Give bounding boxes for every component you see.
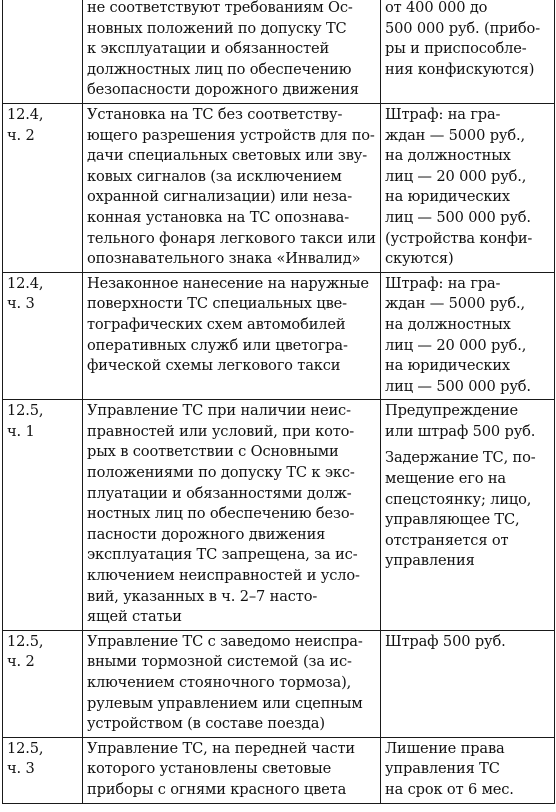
description-line: рулевым управлением или сцепным <box>87 694 363 712</box>
offense-description-cell <box>83 737 381 803</box>
description-line: ключением неисправностей и усло- <box>87 567 360 585</box>
article-line: 12.4, <box>7 274 44 292</box>
description-line: приборы с огнями красного цвета <box>87 780 347 798</box>
description-line: не соответствуют требованиям Ос- <box>87 0 353 16</box>
penalty-cell <box>381 737 555 803</box>
penalty-line: мещение его на <box>385 470 506 488</box>
penalty-line: ры и приспособле- <box>385 40 527 58</box>
penalty-line: на юридических <box>385 357 510 375</box>
penalty-line: управления <box>385 552 475 570</box>
penalty-line: скуются) <box>385 250 454 268</box>
article-cell <box>3 103 83 272</box>
penalty-line: лиц — 500 000 руб. <box>385 208 531 226</box>
penalty-paragraph <box>385 401 551 442</box>
description-line: поверхности ТС специальных цве- <box>87 295 347 313</box>
fines-table <box>2 0 555 804</box>
penalty-line: Штраф: на гра- <box>385 274 501 292</box>
table-row <box>3 737 555 803</box>
description-line: должностных лиц по обеспечению <box>87 60 352 78</box>
offense-description-cell <box>83 400 381 631</box>
penalty-line: Штраф: на гра- <box>385 105 501 123</box>
description-line: положениями по допуску ТС к экс- <box>87 464 355 482</box>
description-line: оперативных служб или цветогра- <box>87 336 348 354</box>
penalty-line: на должностных <box>385 315 511 333</box>
article-line: ч. 1 <box>7 422 35 440</box>
penalty-line: управления ТС <box>385 760 500 778</box>
penalty-paragraph <box>385 0 551 80</box>
penalty-line: на юридических <box>385 188 510 206</box>
article-cell <box>3 630 83 737</box>
description-line: Управление ТС при наличии неис- <box>87 402 351 420</box>
description-line: Установка на ТС без соответству- <box>87 105 343 123</box>
table-row <box>3 400 555 631</box>
description-line: Управление ТС, на передней части <box>87 739 355 757</box>
table-row <box>3 272 555 400</box>
description-line: тельного фонаря легкового такси или <box>87 229 376 247</box>
penalty-line: Предупреждение <box>385 402 519 420</box>
offense-description-cell <box>83 103 381 272</box>
penalty-line: Лишение права <box>385 739 505 757</box>
penalty-line: управляющее ТС, <box>385 511 520 529</box>
table-row <box>3 630 555 737</box>
article-cell <box>3 400 83 631</box>
description-line: ковых сигналов (за исключением <box>87 167 342 185</box>
table-row <box>3 103 555 272</box>
description-line: конная установка на ТС опознава- <box>87 208 349 226</box>
penalty-line: или штраф 500 руб. <box>385 422 536 440</box>
description-line: вий, указанных в ч. 2–7 насто- <box>87 587 318 605</box>
article-cell <box>3 272 83 400</box>
penalty-line: ждан — 5000 руб., <box>385 295 525 313</box>
penalty-line: Задержание ТС, по- <box>385 449 536 467</box>
description-line: фической схемы легкового такси <box>87 357 341 375</box>
description-line: Управление ТС с заведомо неиспра- <box>87 632 363 650</box>
description-line: тографических схем автомобилей <box>87 315 346 333</box>
penalty-line: на должностных <box>385 147 511 165</box>
description-line: ностных лиц по обеспечению безо- <box>87 505 355 523</box>
description-line: ющего разрешения устройств для по- <box>87 126 375 144</box>
penalty-paragraph <box>385 632 551 653</box>
description-line: правностей или условий, при кото- <box>87 422 355 440</box>
offense-description-cell <box>83 272 381 400</box>
description-line: ящей статьи <box>87 608 182 626</box>
article-cell <box>3 0 83 103</box>
penalty-cell <box>381 630 555 737</box>
penalty-cell <box>381 272 555 400</box>
penalty-cell <box>381 400 555 631</box>
article-line: 12.5, <box>7 402 44 420</box>
fines-table-body <box>3 0 555 803</box>
penalty-line: от 400 000 до <box>385 0 488 16</box>
article-cell <box>3 737 83 803</box>
offense-description-cell <box>83 630 381 737</box>
offense-description-cell <box>83 0 381 103</box>
description-line: эксплуатация ТС запрещена, за ис- <box>87 546 358 564</box>
description-line: ключением стояночного тормоза), <box>87 674 352 691</box>
penalty-line: на срок от 6 мес. <box>385 780 514 798</box>
description-line: опознавательного знака «Инвалид» <box>87 250 361 268</box>
penalty-cell <box>381 103 555 272</box>
description-line: безопасности дорожного движения <box>87 81 359 99</box>
penalty-line: лиц — 20 000 руб., <box>385 167 527 185</box>
penalty-paragraph <box>385 274 551 398</box>
description-line: Незаконное нанесение на наружные <box>87 274 369 292</box>
penalty-line: Штраф 500 руб. <box>385 632 506 650</box>
penalty-cell <box>381 0 555 103</box>
description-line: устройством (в составе поезда) <box>87 715 325 733</box>
penalty-line: ния конфискуются) <box>385 60 535 78</box>
description-line: охранной сигнализации) или неза- <box>87 188 352 206</box>
description-line: новных положений по допуску ТС <box>87 19 347 37</box>
article-line: 12.5, <box>7 739 44 757</box>
description-line: к эксплуатации и обязанностей <box>87 40 330 58</box>
description-line: рых в соответствии с Основными <box>87 443 339 461</box>
penalty-line: ждан — 5000 руб., <box>385 126 525 144</box>
penalty-paragraph <box>385 739 551 801</box>
penalty-paragraph <box>385 448 551 572</box>
penalty-line: лиц — 20 000 руб., <box>385 336 527 354</box>
penalty-line: спецстоянку; лицо, <box>385 490 532 508</box>
description-line: плуатации и обязанностями долж- <box>87 484 352 502</box>
penalty-line: (устройства конфи- <box>385 229 533 247</box>
penalty-line: 500 000 руб. (прибо- <box>385 19 540 37</box>
article-line: 12.4, <box>7 105 44 123</box>
article-line: ч. 3 <box>7 295 35 313</box>
article-line: ч. 2 <box>7 653 35 671</box>
article-line: 12.5, <box>7 632 44 650</box>
table-row <box>3 0 555 103</box>
penalty-line: отстраняется от <box>385 531 509 549</box>
description-line: пасности дорожного движения <box>87 525 326 543</box>
article-line: ч. 2 <box>7 126 35 144</box>
description-line: дачи специальных световых или зву- <box>87 147 368 165</box>
penalty-line: лиц — 500 000 руб. <box>385 377 531 395</box>
description-line: вными тормозной системой (за ис- <box>87 653 352 671</box>
description-line: которого установлены световые <box>87 760 332 778</box>
article-line: ч. 3 <box>7 760 35 778</box>
penalty-paragraph <box>385 105 551 270</box>
